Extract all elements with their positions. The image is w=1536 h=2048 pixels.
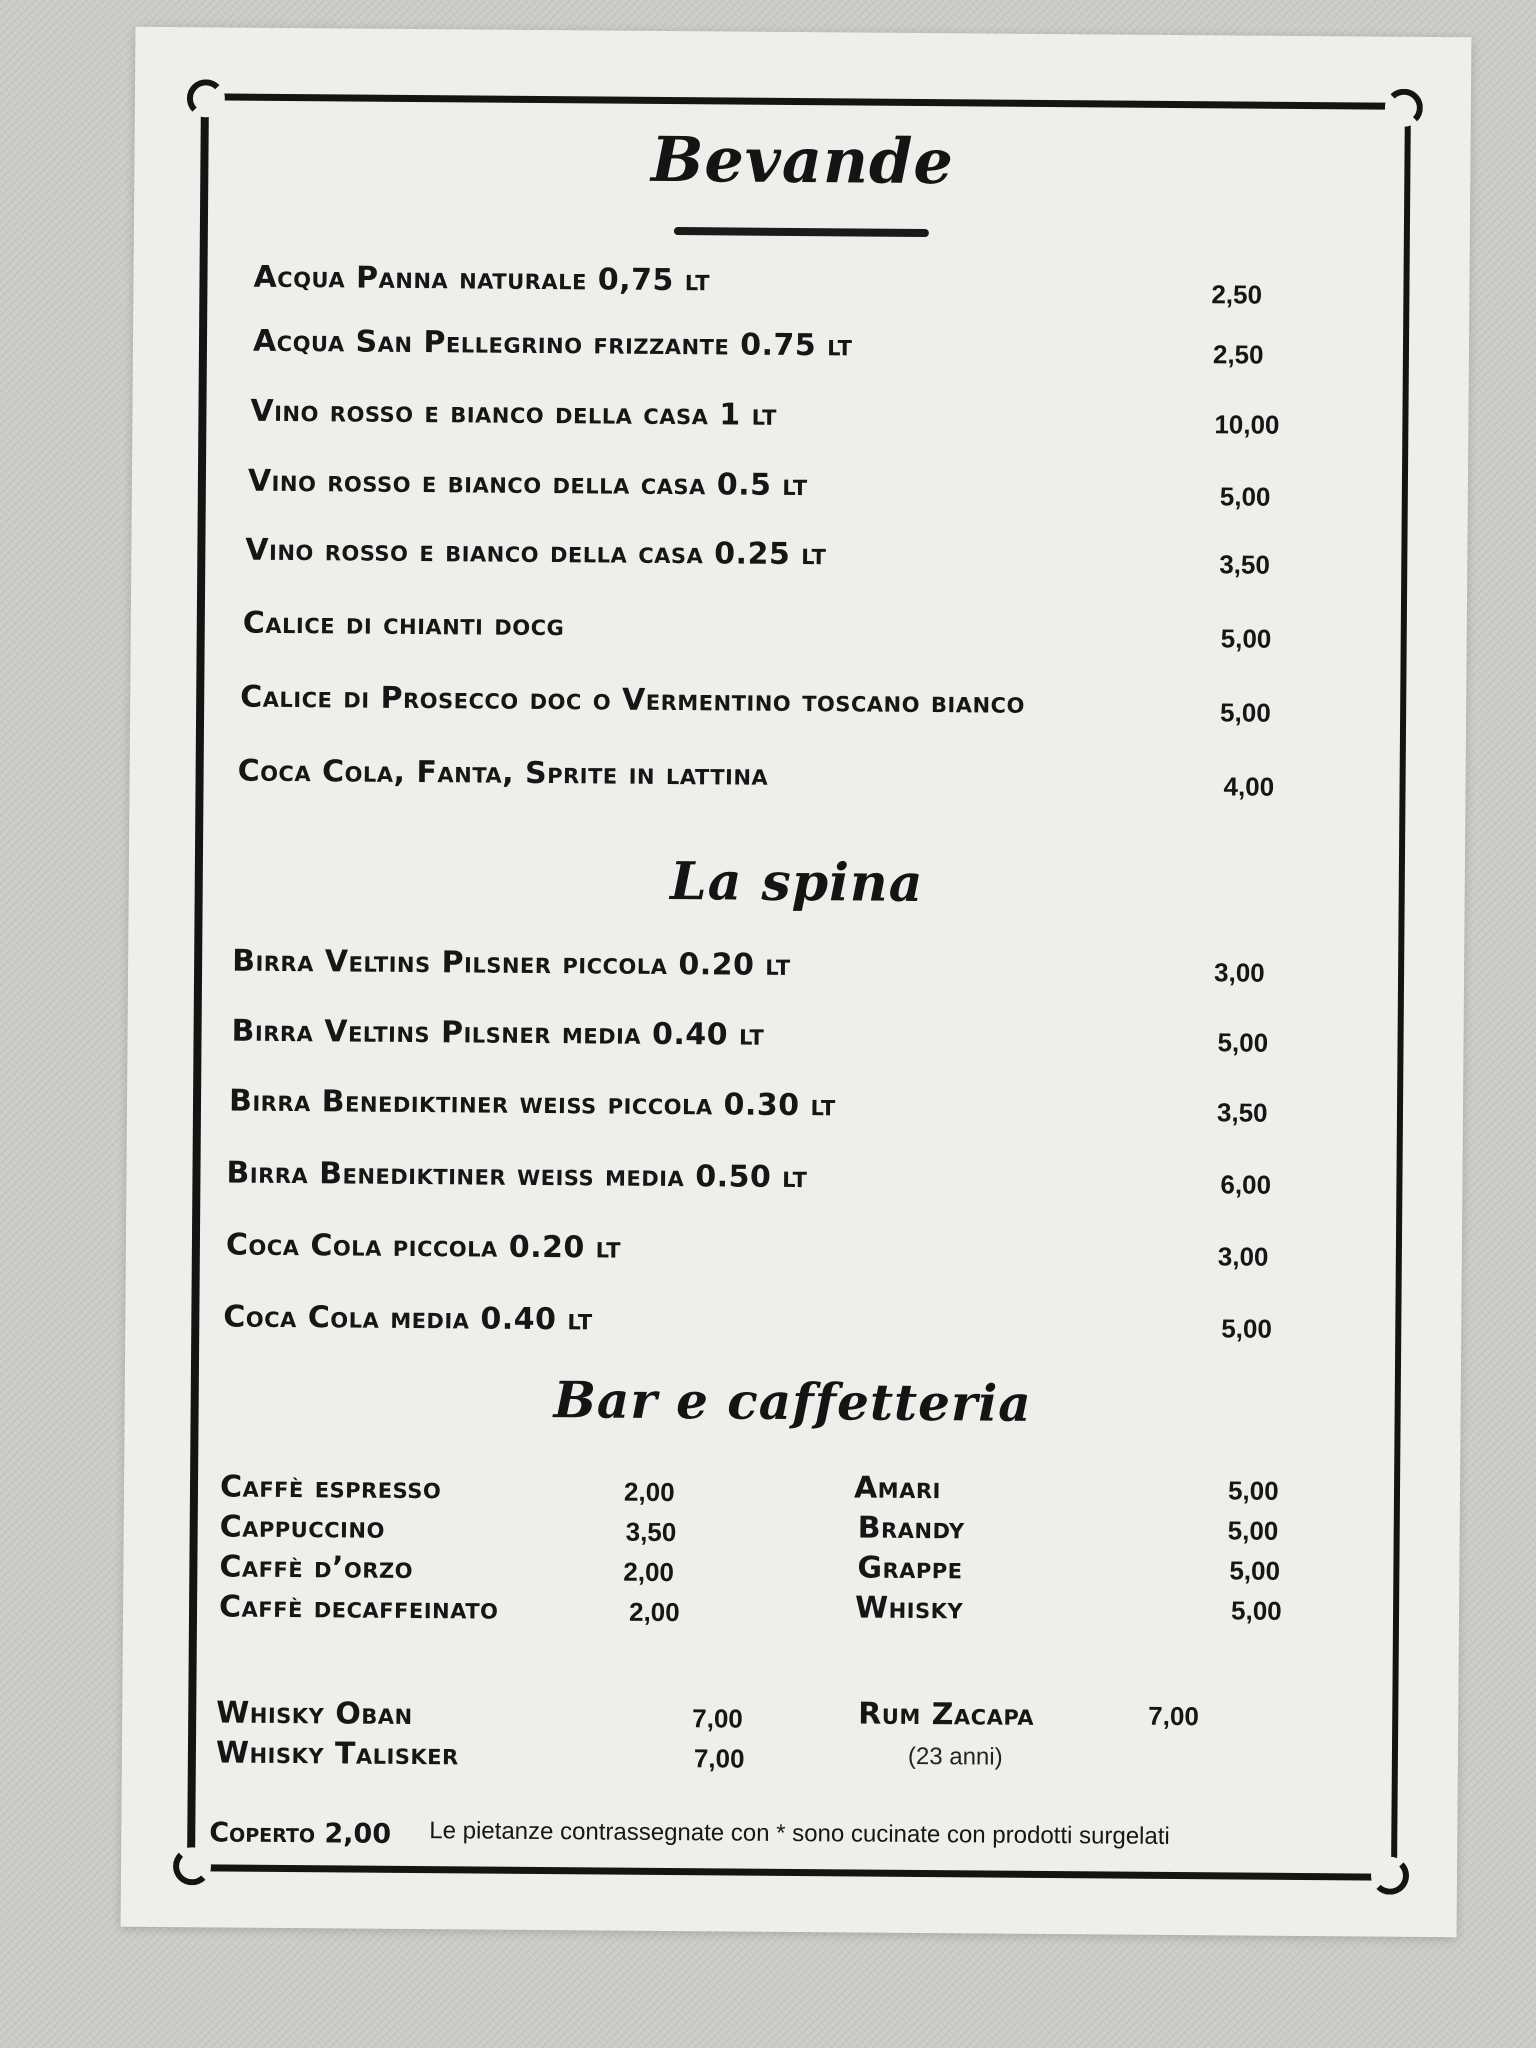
menu-item <box>243 606 565 644</box>
menu-item <box>854 1470 941 1506</box>
item-price: 7,00 <box>692 1703 743 1734</box>
item-price: 3,50 <box>1219 549 1271 580</box>
item-note: (23 anni) <box>907 1742 1003 1771</box>
item-label: Amari <box>853 1470 942 1507</box>
item-label: Caffè decaffeinato <box>218 1589 499 1627</box>
item-label: Coca Cola media 0.40 lt <box>223 1299 593 1338</box>
item-price: 5,00 <box>1227 1475 1279 1506</box>
item-label: Brandy <box>857 1510 965 1547</box>
item-label: Calice di chianti docg <box>242 605 565 644</box>
menu-item <box>857 1551 962 1587</box>
menu-item <box>232 944 791 983</box>
item-price: 5,00 <box>1220 623 1272 654</box>
menu-item <box>220 1509 385 1545</box>
menu-item <box>858 1511 965 1547</box>
item-price: 2,50 <box>1212 339 1264 370</box>
item-price: 3,00 <box>1217 1241 1269 1272</box>
item-price: 5,00 <box>1217 1027 1269 1058</box>
item-price: 5,00 <box>1220 697 1271 728</box>
item-price: 10,00 <box>1214 409 1280 440</box>
menu-card <box>121 27 1472 1937</box>
menu-item <box>220 1469 442 1506</box>
item-label: Acqua San Pellegrino frizzante 0.75 lt <box>252 323 853 364</box>
item-price: 2,50 <box>1211 279 1263 310</box>
menu-item <box>216 1735 459 1772</box>
title-underline <box>674 227 929 237</box>
menu-item <box>216 1695 413 1732</box>
menu-item <box>223 1300 593 1338</box>
item-label: Coca Cola, Fanta, Sprite in lattina <box>237 753 769 793</box>
item-price: 5,00 <box>1227 1515 1279 1546</box>
menu-item <box>858 1697 1034 1733</box>
menu-item <box>226 1156 807 1196</box>
item-label: Birra Benediktiner weiss media 0.50 lt <box>226 1155 808 1196</box>
section-title-bevande: Bevande <box>650 122 955 199</box>
item-price: 5,00 <box>1229 1555 1281 1586</box>
item-label: Caffè espresso <box>219 1469 442 1507</box>
item-label: Vino rosso e bianco della casa 1 lt <box>250 393 778 433</box>
item-price: 7,00 <box>1148 1700 1199 1732</box>
item-price: 5,00 <box>1221 1313 1273 1344</box>
item-label: Coca Cola piccola 0.20 lt <box>225 1227 622 1266</box>
menu-item <box>238 754 769 793</box>
menu-item <box>229 1084 836 1124</box>
item-price: 3,00 <box>1213 957 1265 988</box>
menu-item <box>250 394 777 433</box>
item-label: Birra Benediktiner weiss piccola 0.30 lt <box>228 1083 836 1124</box>
item-price: 6,00 <box>1220 1169 1272 1200</box>
item-price: 3,50 <box>1216 1097 1268 1128</box>
item-label: Whisky Oban <box>216 1695 413 1733</box>
menu-item <box>248 464 808 503</box>
item-price: 2,00 <box>623 1556 675 1588</box>
item-label: Caffè d’orzo <box>219 1549 414 1587</box>
item-label: Cappuccino <box>219 1509 386 1546</box>
item-price: 2,00 <box>628 1596 680 1628</box>
menu-content <box>121 27 1472 1937</box>
item-label: Whisky Talisker <box>215 1735 459 1773</box>
section-title-spina: La spina <box>669 851 924 914</box>
menu-item <box>231 1014 764 1053</box>
item-label: Vino rosso e bianco della casa 0.5 lt <box>247 463 808 504</box>
item-label: Birra Veltins Pilsner media 0.40 lt <box>231 1013 765 1053</box>
section-title-bar: Bar e caffetteria <box>553 1370 1032 1433</box>
item-price: 7,00 <box>693 1743 745 1774</box>
menu-item <box>219 1589 499 1626</box>
menu-item <box>855 1590 963 1626</box>
item-price: 4,00 <box>1223 771 1275 802</box>
item-price: 5,00 <box>1230 1595 1282 1626</box>
item-price: 2,00 <box>623 1476 675 1508</box>
item-label: Birra Veltins Pilsner piccola 0.20 lt <box>232 943 791 983</box>
menu-item <box>226 1228 621 1266</box>
item-label: Acqua Panna naturale 0,75 lt <box>253 259 711 299</box>
cover-charge: Coperto 2,00 <box>209 1817 392 1850</box>
item-label: Grappe <box>857 1550 963 1587</box>
menu-item <box>219 1549 413 1586</box>
item-price: 5,00 <box>1219 481 1271 512</box>
item-label: Rum Zacapa <box>858 1696 1035 1733</box>
item-label: Vino rosso e bianco della casa 0.25 lt <box>245 532 827 573</box>
item-label: Whisky <box>854 1590 964 1627</box>
item-label: Calice di Prosecco doc o Vermentino toscano bianco <box>240 679 1026 721</box>
item-price: 3,50 <box>625 1516 677 1548</box>
menu-item <box>240 680 1025 721</box>
menu-item <box>253 260 710 299</box>
frozen-products-note: Le pietanze contrassegnate con * sono cucinate con prodotti surgelati <box>429 1817 1170 1850</box>
menu-item <box>245 533 826 573</box>
menu-item <box>253 324 853 364</box>
